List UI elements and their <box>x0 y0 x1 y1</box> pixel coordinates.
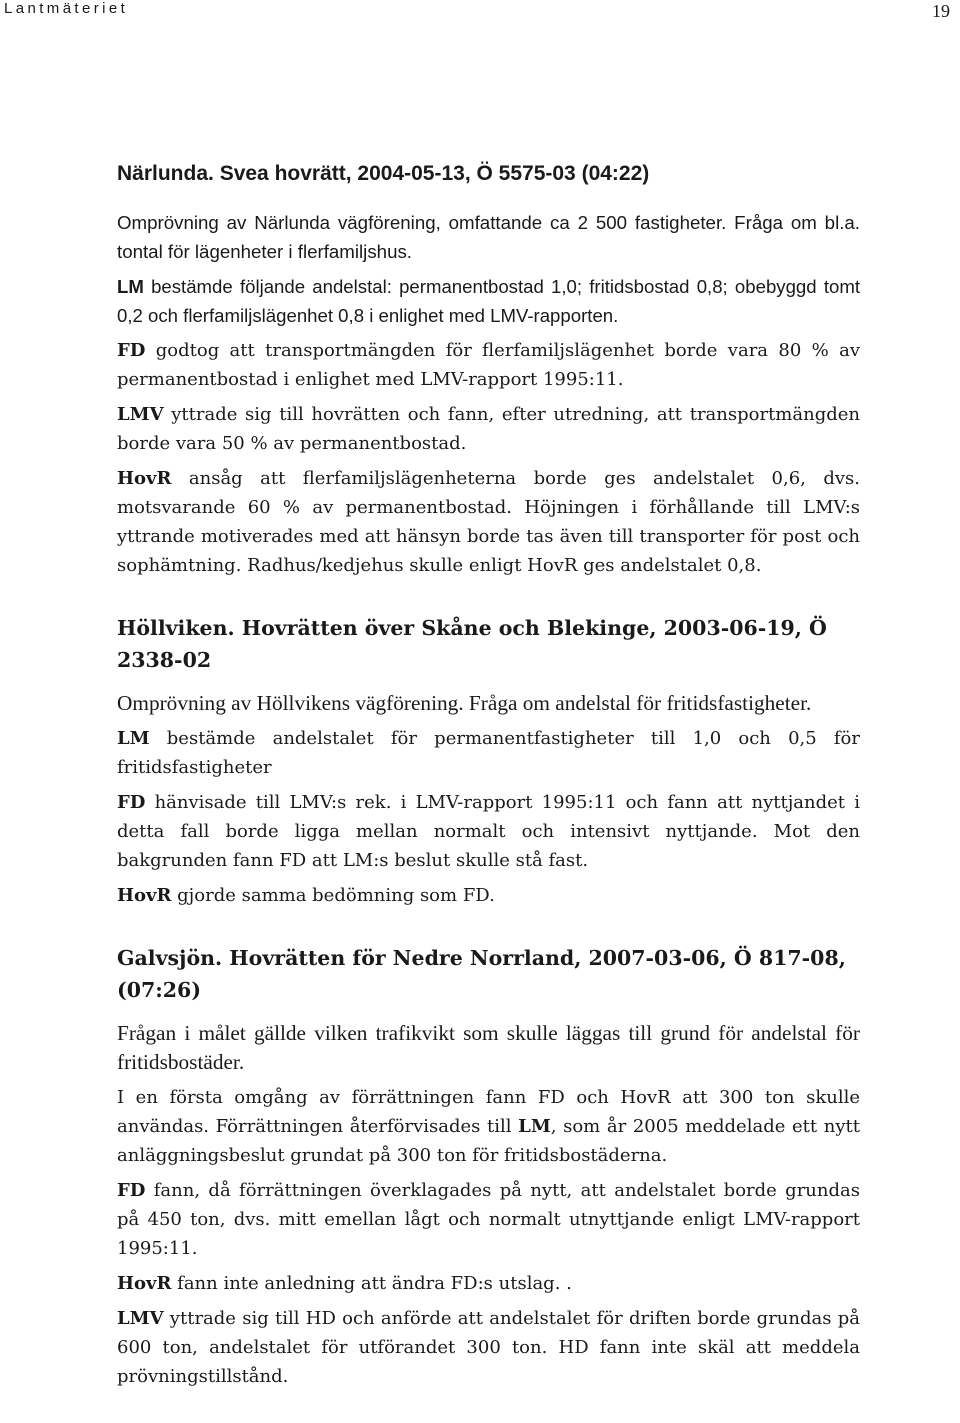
case-entry <box>117 788 860 875</box>
entry-party: HovR <box>117 885 172 906</box>
case-heading <box>117 158 860 190</box>
case-heading <box>117 942 860 1006</box>
case-entry <box>117 272 860 330</box>
entry-party: LMV <box>117 404 164 425</box>
entry-party: LM <box>518 1116 551 1137</box>
entry-text: bestämde följande andelstal: permanentbostad 1,0; fritidsbostad 0,8; obebyggd tomt 0,2 och flerfamiljslägenhet 0,8 i enlighet med LMV-rapporten. <box>117 276 860 326</box>
case-galvsjon <box>117 942 860 1391</box>
entry-party: LM <box>117 728 150 749</box>
case-intro: Omprövning av Höllvikens vägförening. Fråga om andelstal för fritidsfastigheter. <box>117 691 812 715</box>
case-entry <box>117 1176 860 1263</box>
case-court: Svea hovrätt, 2004-05-13, Ö 5575-03 (04:22) <box>213 162 650 185</box>
entry-party: LM <box>117 276 144 297</box>
entry-text: fann, då förrättningen överklagades på nytt, att andelstalet borde grundas på 450 ton, dvs. mitt emellan lågt och normalt utnyttjande enligt LMV-rapport 1995:11. <box>117 1180 860 1259</box>
case-place: Höllviken. <box>117 616 235 640</box>
entry-text: yttrade sig till HD och anförde att andelstalet för driften borde grundas på 600 ton, andelstalet för utförandet 300 ton. HD fann inte skäl att meddela prövningstillstånd. <box>117 1308 860 1387</box>
case-entry <box>117 400 860 458</box>
case-court: Hovrätten för Nedre Norrland, 2007-03-06, Ö 817-08, (07:26) <box>117 946 846 1002</box>
entry-party: HovR <box>117 468 172 489</box>
organization-name: Lantmäteriet <box>4 0 129 17</box>
case-entry <box>117 464 860 580</box>
entry-text: gjorde samma bedömning som FD. <box>171 885 495 906</box>
entry-party: LMV <box>117 1308 164 1329</box>
case-entry <box>117 1083 860 1170</box>
page-number: 19 <box>932 1 950 21</box>
case-entry <box>117 724 860 782</box>
entry-party: FD <box>117 340 146 361</box>
document-body <box>117 158 860 1423</box>
case-entry <box>117 1304 860 1391</box>
case-entry <box>117 881 860 910</box>
entry-text: bestämde andelstalet för permanentfastigheter till 1,0 och 0,5 för fritidsfastigheter <box>117 728 860 778</box>
entry-text: godtog att transportmängden för flerfamiljslägenhet borde vara 80 % av permanentbostad i enlighet med LMV-rapport 1995:11. <box>117 340 860 390</box>
entry-party: FD <box>117 792 146 813</box>
entry-text: ansåg att flerfamiljslägenheterna borde ges andelstalet 0,6, dvs. motsvarande 60 % av permanentbostad. Höjningen i förhållande till LMV:s yttrande motiverades med att hänsyn borde tas även till transporter för post och sophämtning. Radhus/kedjehus skulle enligt HovR ges andelstalet 0,8. <box>117 468 860 576</box>
case-intro: Frågan i målet gällde vilken trafikvikt som skulle läggas till grund för andelstal för fritidsbostäder. <box>117 1021 860 1074</box>
case-narlunda <box>117 158 860 580</box>
case-heading <box>117 612 860 676</box>
entry-text: hänvisade till LMV:s rek. i LMV-rapport 1995:11 och fann att nyttjandet i detta fall borde ligga mellan normalt och intensivt nyttjande. Mot den bakgrunden fann FD att LM:s beslut skulle stå fast. <box>117 792 860 871</box>
entry-party: FD <box>117 1180 146 1201</box>
case-intro: Omprövning av Närlunda vägförening, omfattande ca 2 500 fastigheter. Fråga om bl.a. tontal för lägenheter i flerfamiljshus. <box>117 212 860 262</box>
case-entry <box>117 1269 860 1298</box>
case-hollviken <box>117 612 860 910</box>
case-entry <box>117 336 860 394</box>
entry-text: , som år 2005 meddelade ett nytt anläggningsbeslut grundat på 300 ton för fritidsbostäderna. <box>117 1116 860 1166</box>
entry-party: HovR <box>117 1273 172 1294</box>
page-header <box>0 0 960 26</box>
case-place: Närlunda. <box>117 162 214 185</box>
entry-text: I en första omgång av förrättningen fann FD och HovR att 300 ton skulle användas. Förrättningen återförvisades till <box>117 1087 860 1137</box>
case-court: Hovrätten över Skåne och Blekinge, 2003-06-19, Ö 2338-02 <box>117 616 827 672</box>
entry-text: fann inte anledning att ändra FD:s utslag. . <box>171 1273 572 1294</box>
case-place: Galvsjön. <box>117 946 223 970</box>
entry-text: yttrade sig till hovrätten och fann, efter utredning, att transportmängden borde vara 50 % av permanentbostad. <box>117 404 860 454</box>
